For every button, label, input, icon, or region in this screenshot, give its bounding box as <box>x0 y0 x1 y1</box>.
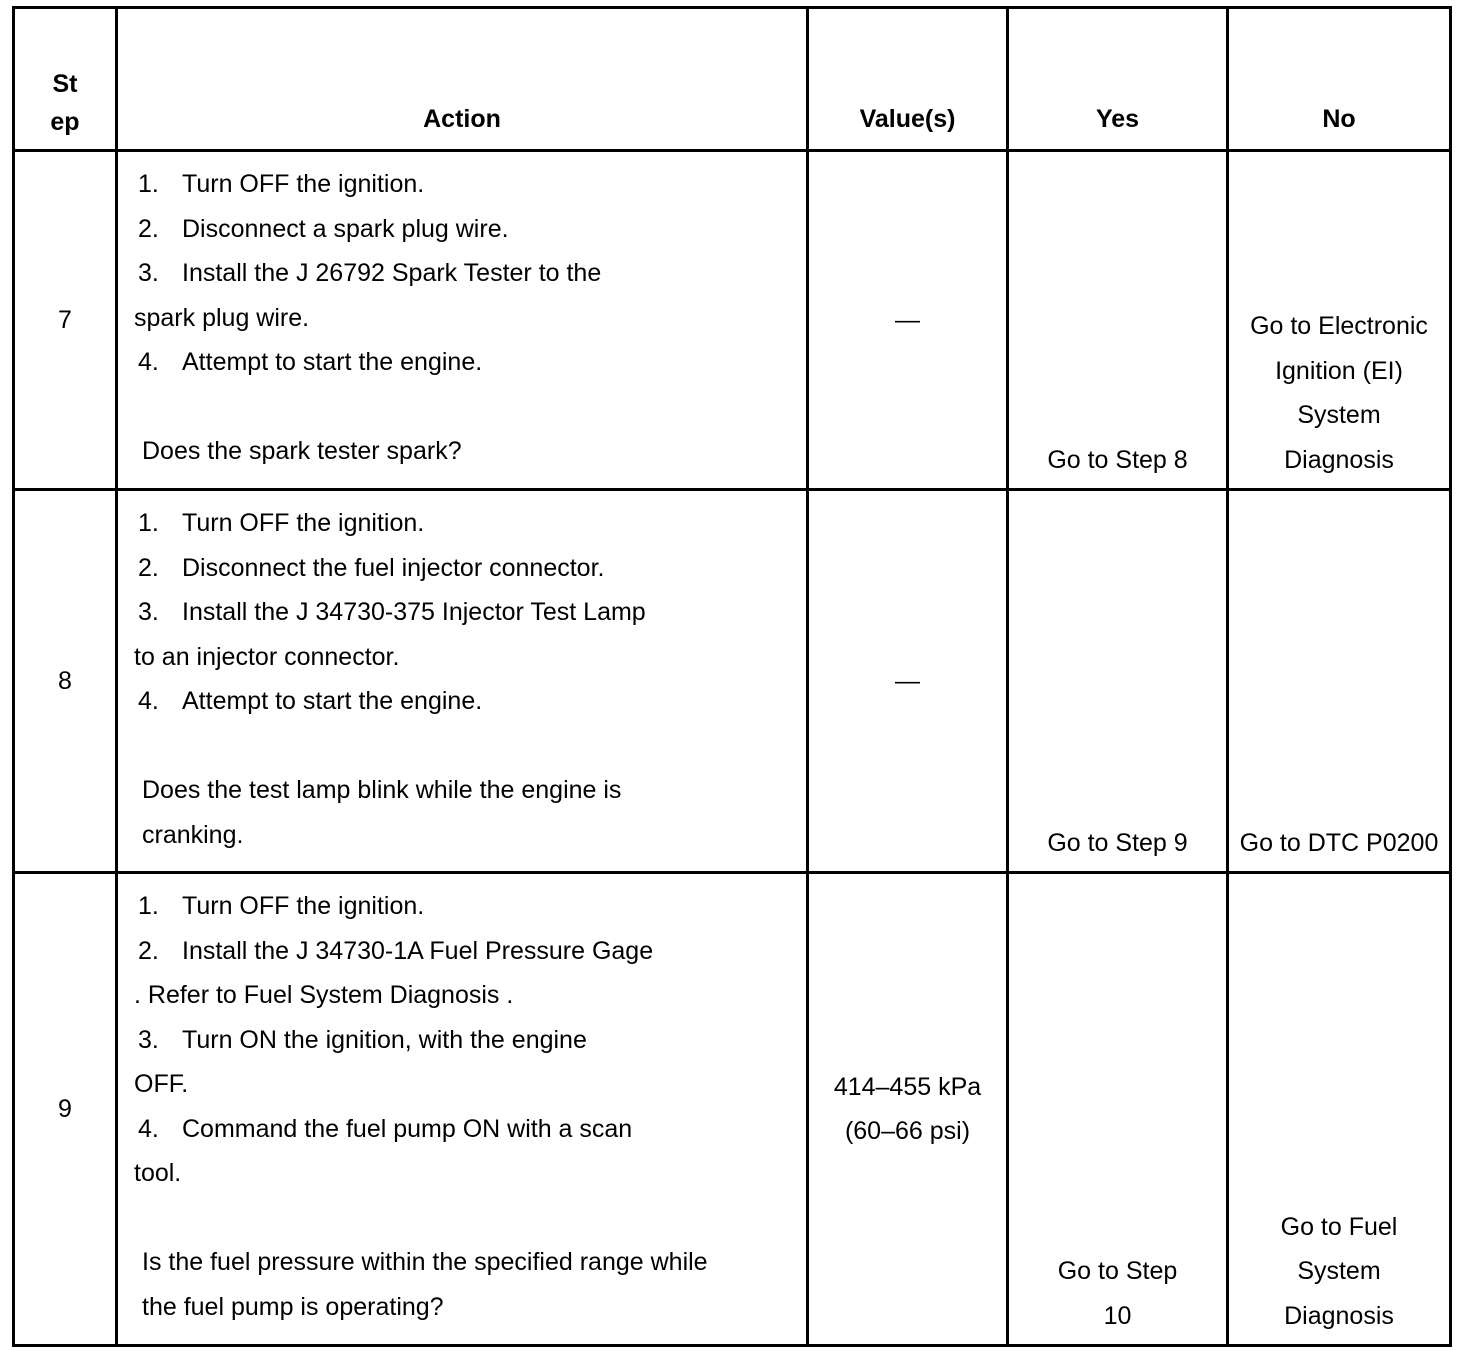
yes-cell: Go to Step 10 <box>1008 873 1228 1346</box>
action-question: Does the test lamp blink while the engine is cranking. <box>142 776 622 849</box>
header-row <box>14 8 1451 151</box>
yes-cell: Go to Step 9 <box>1008 490 1228 873</box>
action-item: 1. Turn OFF the ignition. <box>138 509 425 537</box>
no-cell: Go to Electronic Ignition (EI) System Diagnosis <box>1228 151 1451 490</box>
action-item: 3. Install the J 26792 Spark Tester to the spark plug wire. <box>134 259 602 332</box>
header-no: No <box>1228 8 1451 151</box>
action-item: 4. Attempt to start the engine. <box>138 348 483 376</box>
table-row <box>14 151 1451 490</box>
value-cell: — <box>808 490 1008 873</box>
action-list <box>134 162 796 385</box>
table-row <box>14 873 1451 1346</box>
action-cell <box>117 873 808 1346</box>
action-item: 2. Disconnect the fuel injector connector. <box>138 553 605 582</box>
step-number: 7 <box>14 151 117 490</box>
action-item: 2. Disconnect a spark plug wire. <box>138 214 509 243</box>
action-list <box>134 884 796 1196</box>
action-item: 3. Turn ON the ignition, with the engine OFF. <box>134 1025 587 1098</box>
action-question: Does the spark tester spark? <box>142 437 462 465</box>
action-list <box>134 501 796 724</box>
value-cell: — <box>808 151 1008 490</box>
action-cell <box>117 151 808 490</box>
action-cell <box>117 490 808 873</box>
yes-cell: Go to Step 8 <box>1008 151 1228 490</box>
action-item: 2. Install the J 34730-1A Fuel Pressure Gage . Refer to Fuel System Diagnosis . <box>134 936 654 1009</box>
action-question: Is the fuel pressure within the specified range while the fuel pump is operating? <box>142 1248 708 1321</box>
no-cell: Go to DTC P0200 <box>1228 490 1451 873</box>
step-number: 8 <box>14 490 117 873</box>
action-item: 3. Install the J 34730-375 Injector Test Lamp to an injector connector. <box>134 598 646 671</box>
no-cell: Go to Fuel System Diagnosis <box>1228 873 1451 1346</box>
header-action: Action <box>117 8 808 151</box>
header-step: St ep <box>14 8 117 151</box>
header-yes: Yes <box>1008 8 1228 151</box>
header-values: Value(s) <box>808 8 1008 151</box>
action-item: 4. Attempt to start the engine. <box>138 687 483 715</box>
action-item: 4. Command the fuel pump ON with a scan tool. <box>134 1114 633 1187</box>
table-row <box>14 490 1451 873</box>
diagnostic-table <box>12 6 1452 1347</box>
value-cell: 414–455 kPa (60–66 psi) <box>808 873 1008 1346</box>
step-number: 9 <box>14 873 117 1346</box>
action-item: 1. Turn OFF the ignition. <box>138 892 425 920</box>
action-item: 1. Turn OFF the ignition. <box>138 170 425 198</box>
